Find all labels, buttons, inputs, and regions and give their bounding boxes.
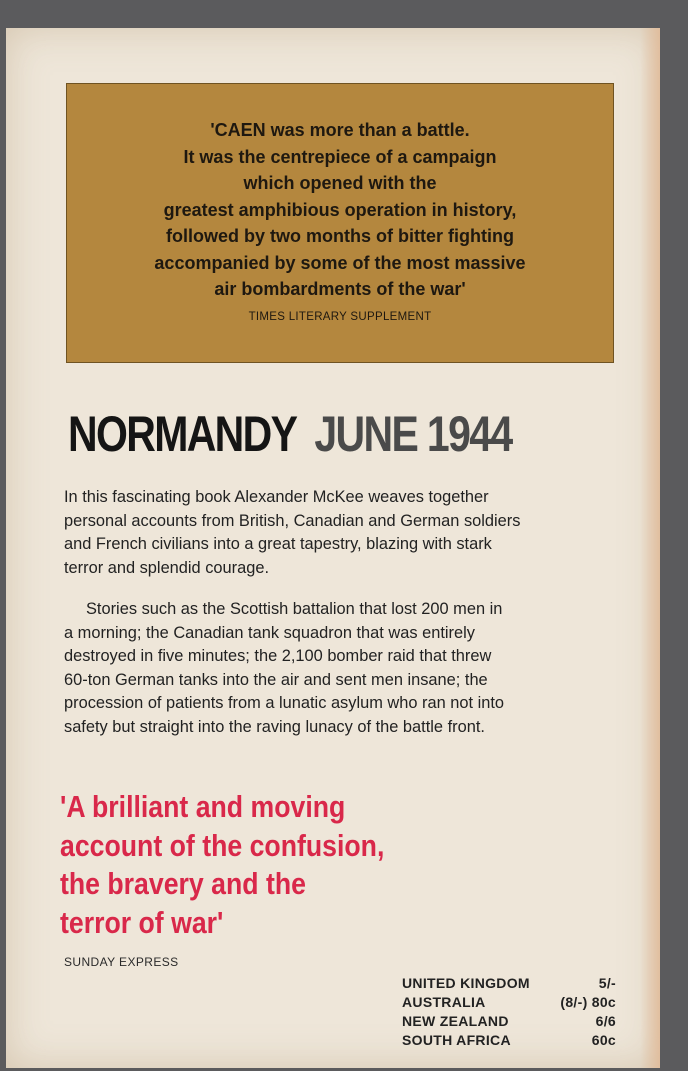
blurb-paragraph-2 [64,598,624,739]
headline-date: JUNE 1944 [314,406,512,462]
headline-normandy: NORMANDY [68,406,297,462]
review-quote-box [66,83,614,363]
pull-quote-line: 'A brilliant and moving [60,789,346,824]
review-quote-line: followed by two months of bitter fighting [166,226,514,246]
price-value: 60c [591,1032,616,1048]
price-row [402,993,616,1012]
pull-quote-line: account of the confusion, [60,827,385,863]
review-quote-line: 'CAEN was more than a battle. [210,120,470,140]
pull-quote-line: terror of war' [60,904,224,940]
review-quote-line: air bombardments of the war' [214,279,466,299]
price-row [402,974,616,993]
book-back-cover [6,28,660,1068]
blurb-line: procession of patients from a lunatic asylum who ran not into [64,694,505,712]
review-quote-text [67,117,613,303]
blurb-line: a morning; the Canadian tank squadron that was entirely [64,623,475,642]
blurb-line: safety but straight into the raving lunacy of the battle front. [64,717,485,736]
review-quote-line: It was the centrepiece of a campaign [183,146,497,167]
price-list [402,974,616,1050]
price-region: UNITED KINGDOM [402,975,530,991]
review-quote-line: greatest amphibious operation in history, [163,199,517,220]
blurb-line: personal accounts from British, Canadian and German soldiers [64,511,521,530]
review-quote-source: TIMES LITERARY SUPPLEMENT [248,310,432,323]
review-quote-line: accompanied by some of the most massive [154,252,526,273]
price-row [402,1012,616,1031]
blurb-line: Stories such as the Scottish battalion that lost 200 men in [86,600,503,618]
price-region: SOUTH AFRICA [402,1032,511,1048]
blurb-line: 60-ton German tanks into the air and sent men insane; the [64,670,488,689]
price-value: 5/- [598,975,616,991]
price-region: AUSTRALIA [402,994,486,1010]
price-value: (8/-) 80c [560,994,616,1010]
price-row [402,1031,616,1050]
pull-quote-source: SUNDAY EXPRESS [64,955,179,969]
book-headline [68,404,512,464]
price-region: NEW ZEALAND [402,1013,509,1029]
blurb-line: In this fascinating book Alexander McKee weaves together [64,488,489,506]
blurb-paragraph-1 [64,486,624,580]
blurb-line: and French civilians into a great tapestry, blazing with stark [64,535,492,553]
cover-edge-shading [640,28,660,1068]
pull-quote [60,788,384,942]
price-value: 6/6 [595,1013,616,1029]
review-quote-line: which opened with the [243,173,437,193]
pull-quote-line: the bravery and the [60,866,306,901]
blurb-line: terror and splendid courage. [64,558,270,577]
blurb-line: destroyed in five minutes; the 2,100 bomber raid that threw [64,647,492,665]
